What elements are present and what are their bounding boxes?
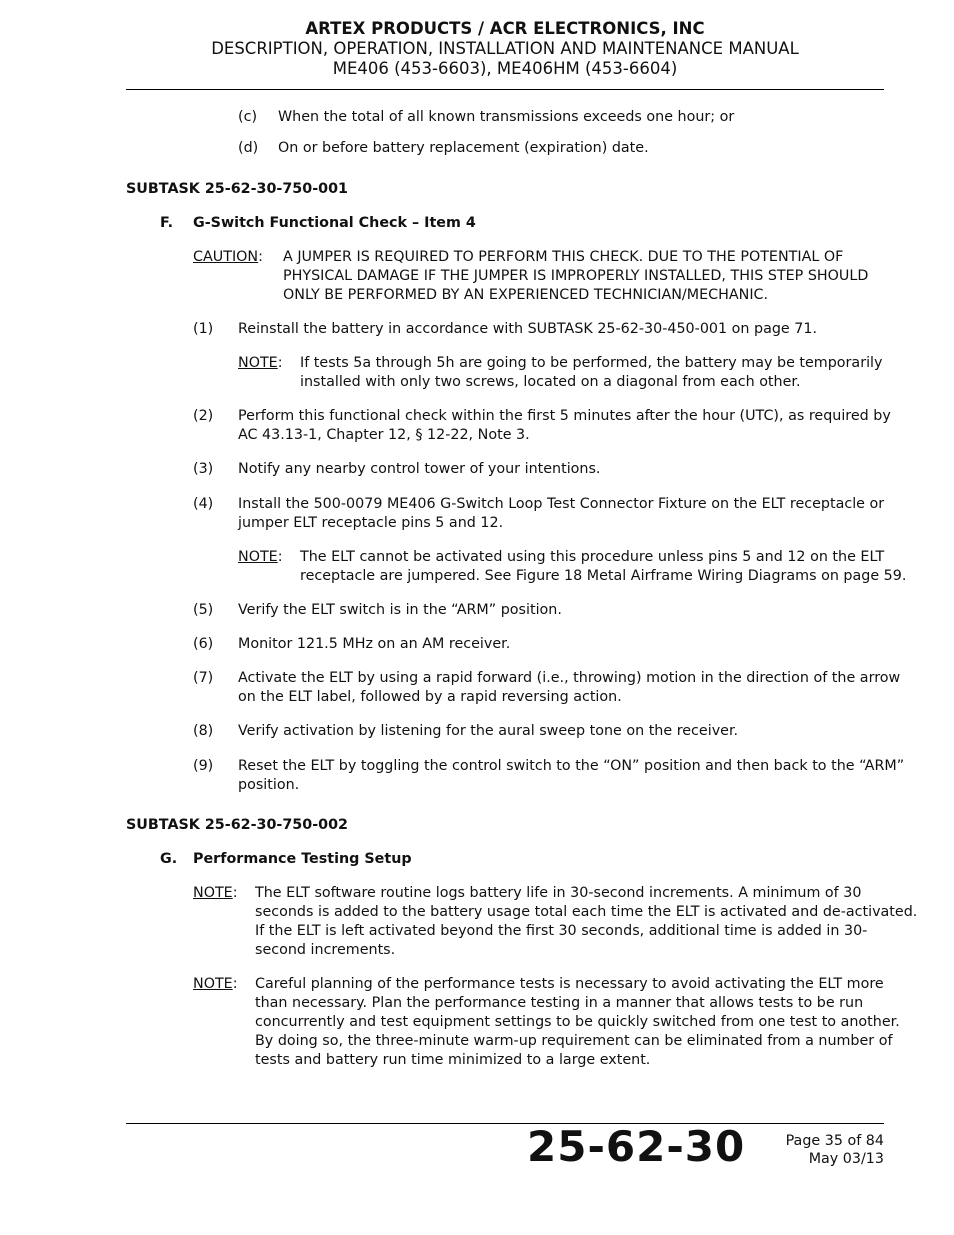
section-g-letter: G. [160, 851, 178, 867]
note-label-text: NOTE [193, 885, 233, 901]
note-label: NOTE: [238, 355, 283, 371]
model-numbers: ME406 (453-6603), ME406HM (453-6604) [332, 59, 678, 78]
step-4-number: (4) [193, 496, 214, 512]
step-line: Reset the ELT by toggling the control switch to the “ON” position and then back to the “ARM” [238, 758, 905, 774]
note-text [300, 548, 906, 586]
caution-line: ONLY BE PERFORMED BY AN EXPERIENCED TECHNICIAN/MECHANIC. [283, 287, 769, 303]
caution-text [283, 248, 868, 305]
step-line: Activate the ELT by using a rapid forward (i.e., throwing) motion in the direction of the arrow [238, 670, 901, 686]
step-6-number: (6) [193, 636, 214, 652]
step-5-text: Verify the ELT switch is in the “ARM” position. [238, 602, 562, 618]
note-label: NOTE: [193, 976, 238, 992]
note-line: second increments. [255, 942, 396, 958]
section-code: 25-62-30 [527, 1122, 746, 1171]
caution-line: PHYSICAL DAMAGE IF THE JUMPER IS IMPROPERLY INSTALLED, THIS STEP SHOULD [283, 268, 869, 284]
step-3-number: (3) [193, 461, 214, 477]
note-line: Careful planning of the performance tests is necessary to avoid activating the ELT more [255, 976, 884, 992]
note-line: concurrently and test equipment settings to be quickly switched from one test to another. [255, 1014, 900, 1030]
note-line: The ELT cannot be activated using this procedure unless pins 5 and 12 on the ELT [300, 549, 885, 565]
step-9-number: (9) [193, 758, 214, 774]
note-line: than necessary. Plan the performance testing in a manner that allows tests to be run [255, 995, 864, 1011]
step-line: AC 43.13-1, Chapter 12, § 12-22, Note 3. [238, 427, 530, 443]
step-line: position. [238, 777, 300, 793]
caution-label-text: CAUTION [193, 249, 259, 265]
note-label-text: NOTE [193, 976, 233, 992]
note-line: seconds is added to the battery usage total each time the ELT is activated and de-activated. [255, 904, 918, 920]
caution-label: CAUTION: [193, 249, 263, 265]
note-text [300, 354, 882, 392]
step-7-number: (7) [193, 670, 214, 686]
step-2-text [238, 407, 891, 445]
page-number: Page 35 of 84 [785, 1133, 884, 1149]
note-label: NOTE: [193, 885, 238, 901]
item-c-number: (c) [238, 109, 258, 125]
note-label: NOTE: [238, 549, 283, 565]
section-f-title: G-Switch Functional Check – Item 4 [193, 215, 476, 231]
note-line: If tests 5a through 5h are going to be performed, the battery may be temporarily [300, 355, 883, 371]
page-info [786, 1132, 884, 1168]
note-line: If the ELT is left activated beyond the first 30 seconds, additional time is added in 30- [255, 923, 868, 939]
revision-date: May 03/13 [808, 1151, 884, 1167]
step-line: on the ELT label, followed by a rapid reversing action. [238, 689, 622, 705]
step-7-text [238, 669, 900, 707]
step-5-number: (5) [193, 602, 214, 618]
note-text [255, 975, 900, 1070]
note-line: installed with only two screws, located on a diagonal from each other. [300, 374, 801, 390]
note-line: By doing so, the three-minute warm-up requirement can be eliminated from a number of [255, 1033, 893, 1049]
step-4-text [238, 495, 884, 533]
step-1-text: Reinstall the battery in accordance with SUBTASK 25-62-30-450-001 on page 71. [238, 321, 817, 337]
step-2-number: (2) [193, 408, 214, 424]
header-rule [126, 89, 884, 90]
company-name: ARTEX PRODUCTS / ACR ELECTRONICS, INC [305, 19, 705, 38]
step-8-text: Verify activation by listening for the aural sweep tone on the receiver. [238, 723, 739, 739]
note-line: The ELT software routine logs battery life in 30-second increments. A minimum of 30 [255, 885, 862, 901]
footer-rule [126, 1123, 884, 1124]
step-8-number: (8) [193, 723, 214, 739]
step-9-text [238, 757, 904, 795]
subtask-heading-750-002: SUBTASK 25-62-30-750-002 [126, 817, 348, 833]
note-line: receptacle are jumpered. See Figure 18 Metal Airframe Wiring Diagrams on page 59. [300, 568, 907, 584]
step-line: jumper ELT receptacle pins 5 and 12. [238, 515, 504, 531]
manual-title: DESCRIPTION, OPERATION, INSTALLATION AND MAINTENANCE MANUAL [211, 39, 799, 58]
step-line: Perform this functional check within the first 5 minutes after the hour (UTC), as required by [238, 408, 891, 424]
step-3-text: Notify any nearby control tower of your intentions. [238, 461, 601, 477]
note-text [255, 884, 917, 960]
note-line: tests and battery run time minimized to a large extent. [255, 1052, 651, 1068]
subtask-heading-750-001: SUBTASK 25-62-30-750-001 [126, 181, 348, 197]
section-f-letter: F. [160, 215, 174, 231]
note-label-text: NOTE [238, 355, 278, 371]
item-d-text: On or before battery replacement (expiration) date. [278, 140, 649, 156]
step-line: Install the 500-0079 ME406 G-Switch Loop Test Connector Fixture on the ELT receptacle or [238, 496, 885, 512]
caution-line: A JUMPER IS REQUIRED TO PERFORM THIS CHECK. DUE TO THE POTENTIAL OF [283, 249, 844, 265]
note-label-text: NOTE [238, 549, 278, 565]
item-c-text: When the total of all known transmissions exceeds one hour; or [278, 109, 735, 125]
step-1-number: (1) [193, 321, 214, 337]
page-header [126, 18, 884, 79]
section-g-title: Performance Testing Setup [193, 851, 412, 867]
item-d-number: (d) [238, 140, 259, 156]
step-6-text: Monitor 121.5 MHz on an AM receiver. [238, 636, 511, 652]
